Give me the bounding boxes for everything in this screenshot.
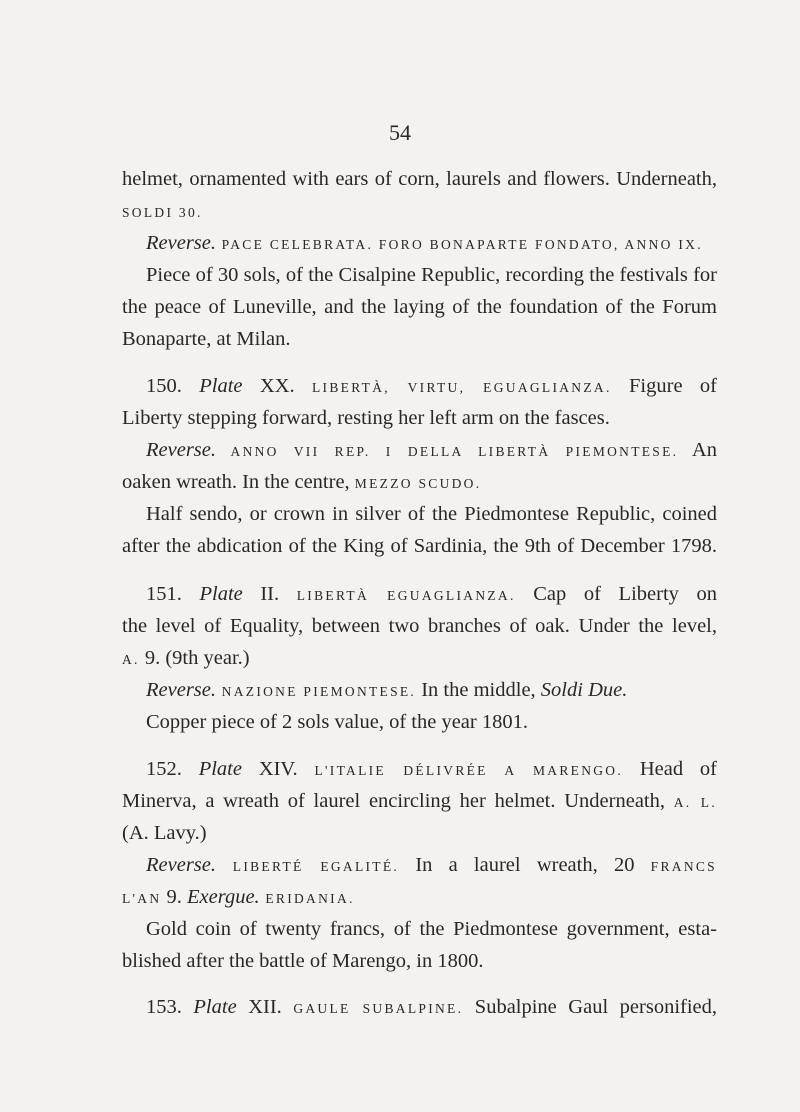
text-line xyxy=(122,166,717,192)
text-line xyxy=(122,533,717,559)
text-line xyxy=(146,994,717,1022)
text-run: helmet, ornamented with ears of corn, laurels and flowers. Underneath, xyxy=(122,168,717,190)
italic-text: Reverse. xyxy=(146,232,216,254)
text-line xyxy=(146,581,717,609)
text-run: 9. (9th year.) xyxy=(139,647,250,669)
text-run: Copper piece of 2 sols value, of the year 1801. xyxy=(146,711,528,733)
small-caps-text: PACE CELEBRATA. FORO BONAPARTE FONDATO, ANNO IX. xyxy=(216,237,703,252)
small-caps-text: NAZIONE PIEMONTESE. xyxy=(216,684,417,699)
italic-text: Plate xyxy=(198,758,242,780)
italic-text: Reverse. xyxy=(146,439,216,461)
entry-number: 150. xyxy=(146,375,200,397)
text-run: Gold coin of twenty francs, of the Piedmontese government, esta- xyxy=(146,918,717,940)
text-run: XX. xyxy=(242,375,312,397)
text-run: In the middle, xyxy=(416,679,541,701)
text-run: An xyxy=(678,439,717,461)
italic-text: Plate xyxy=(193,996,237,1018)
page-number: 54 xyxy=(389,120,411,145)
small-caps-text: FRANCS xyxy=(650,859,717,874)
entry-number: 153. xyxy=(146,996,194,1018)
text-run: oaken wreath. In the centre, xyxy=(122,471,355,493)
text-line xyxy=(146,852,717,880)
italic-text: Reverse. xyxy=(146,679,216,701)
text-run: Bonaparte, at Milan. xyxy=(122,328,291,350)
entry-number: 151. xyxy=(146,583,200,605)
text-line xyxy=(122,613,717,639)
small-caps-text: MEZZO SCUDO. xyxy=(354,476,482,491)
text-line xyxy=(122,645,717,673)
text-line xyxy=(122,788,717,816)
text-run: after the abdication of the King of Sardinia, the 9th of December 1798. xyxy=(122,535,717,557)
text-line xyxy=(146,756,717,784)
italic-text: Reverse. xyxy=(146,854,216,876)
text-run: Cap of Liberty on xyxy=(515,583,717,605)
text-run: Minerva, a wreath of laurel encircling her helmet. Underneath, xyxy=(122,790,674,812)
text-line xyxy=(122,469,717,497)
text-line xyxy=(146,437,717,465)
text-line xyxy=(122,820,717,846)
small-caps-text: SOLDI 30. xyxy=(122,205,203,220)
text-line xyxy=(146,262,717,288)
text-run: (A. Lavy.) xyxy=(122,822,207,844)
text-run: Half sendo, or crown in silver of the Piedmontese Republic, coined xyxy=(146,503,717,525)
small-caps-text: A. L. xyxy=(673,795,717,810)
small-caps-text: LIBERTÀ, VIRTU, EGUAGLIANZA. xyxy=(312,380,612,395)
small-caps-text: LIBERTÀ EGUAGLIANZA. xyxy=(296,588,516,603)
text-run: Head of xyxy=(623,758,717,780)
italic-text: Plate xyxy=(199,375,243,397)
small-caps-text: L'ITALIE DÉLIVRÉE A MARENGO. xyxy=(314,763,624,778)
italic-text: Soldi Due. xyxy=(540,679,628,701)
text-run: the level of Equality, between two branches of oak. Under the level, xyxy=(122,615,717,637)
small-caps-text: L'AN xyxy=(122,891,162,906)
text-run: XII. xyxy=(236,996,294,1018)
small-caps-text: ERIDANIA. xyxy=(259,891,355,906)
text-line xyxy=(122,948,717,974)
italic-text: Plate xyxy=(199,583,243,605)
text-run: XIV. xyxy=(241,758,315,780)
text-line xyxy=(122,884,717,912)
text-run: Liberty stepping forward, resting her left arm on the fasces. xyxy=(122,407,610,429)
text-line xyxy=(146,373,717,401)
text-run: Subalpine Gaul personified, xyxy=(463,996,718,1018)
text-run: In a laurel wreath, 20 xyxy=(399,854,651,876)
text-run: II. xyxy=(242,583,297,605)
entry-number: 152. xyxy=(146,758,199,780)
text-line xyxy=(122,326,717,352)
text-line xyxy=(146,230,717,258)
text-line xyxy=(146,677,717,705)
small-caps-text: GAULE SUBALPINE. xyxy=(293,1001,464,1016)
small-caps-text: A. xyxy=(122,652,140,667)
text-line xyxy=(122,294,717,320)
italic-text: Exergue. xyxy=(187,886,260,908)
text-run: blished after the battle of Marengo, in 1800. xyxy=(122,950,484,972)
text-line xyxy=(146,916,717,942)
text-line xyxy=(146,501,717,527)
text-line xyxy=(146,709,717,735)
text-run: Figure of xyxy=(611,375,717,397)
text-run: 9. xyxy=(161,886,188,908)
small-caps-text: LIBERTÉ EGALITÉ. xyxy=(216,859,400,874)
text-run: Piece of 30 sols, of the Cisalpine Republic, recording the festivals for xyxy=(146,264,717,286)
small-caps-text: ANNO VII REP. I DELLA LIBERTÀ PIEMONTESE. xyxy=(216,444,679,459)
text-run: the peace of Luneville, and the laying of the foundation of the Forum xyxy=(122,296,717,318)
text-line xyxy=(122,198,717,226)
text-line xyxy=(122,405,717,431)
